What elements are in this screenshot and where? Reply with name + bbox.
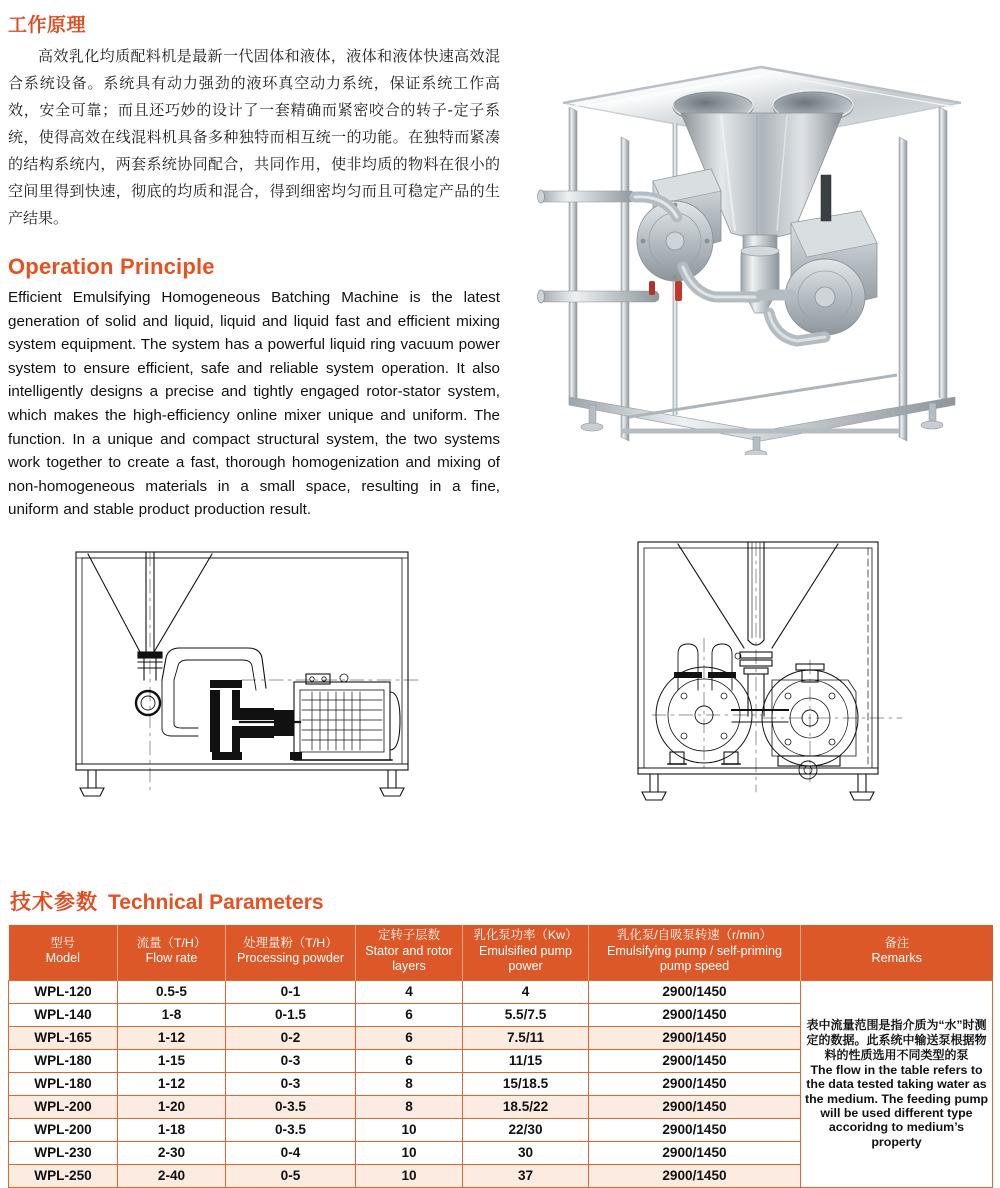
cell-speed: 2900/1450 bbox=[589, 1049, 801, 1072]
cell-model: WPL-180 bbox=[9, 1049, 118, 1072]
remarks-en: The flow in the table refers to the data tested taking water as the medium. The feeding pump will be used different type accoridng to medium’s property bbox=[804, 1062, 989, 1149]
front-elevation-drawing bbox=[612, 530, 907, 845]
cell-model: WPL-230 bbox=[9, 1141, 118, 1164]
cell-power: 7.5/11 bbox=[463, 1026, 589, 1049]
cell-power: 18.5/22 bbox=[463, 1095, 589, 1118]
cell-model: WPL-200 bbox=[9, 1095, 118, 1118]
cell-layers: 10 bbox=[356, 1164, 463, 1187]
cell-powder: 0-4 bbox=[226, 1141, 356, 1164]
cell-speed: 2900/1450 bbox=[589, 1118, 801, 1141]
cell-speed: 2900/1450 bbox=[589, 1095, 801, 1118]
cell-model: WPL-200 bbox=[9, 1118, 118, 1141]
col-header-remarks bbox=[801, 925, 993, 980]
col-header-remarks-en: Remarks bbox=[871, 951, 922, 966]
cell-layers: 8 bbox=[356, 1095, 463, 1118]
col-header-pump-speed-en: Emulsifying pump / self-priming pump speed bbox=[607, 943, 782, 973]
product-photo bbox=[525, 45, 995, 455]
cell-speed: 2900/1450 bbox=[589, 1026, 801, 1049]
tech-heading-cn: 技术参数 bbox=[10, 891, 98, 914]
cell-layers: 10 bbox=[356, 1118, 463, 1141]
cell-model: WPL-120 bbox=[9, 980, 118, 1003]
cell-power: 4 bbox=[463, 980, 589, 1003]
col-header-flow-rate-cn: 流量（T/H） bbox=[136, 935, 207, 950]
col-header-flow-rate bbox=[118, 925, 226, 980]
cell-powder: 0-2 bbox=[226, 1026, 356, 1049]
cell-flow: 1-15 bbox=[118, 1049, 226, 1072]
cell-power: 5.5/7.5 bbox=[463, 1003, 589, 1026]
principle-body-en: Efficient Emulsifying Homogeneous Batching Machine is the latest generation of solid and liquid, liquid and liquid fast and efficient mixing system equipment. The system has a powerful liquid ring vacuum power system to ensure efficient, safe and reliable system operation. It also intelligently designs a precise and tightly engaged rotor-stator system, which makes the high-efficiency online mixer unique and uniform. The function. In a unique and compact structural system, the two systems work together to create a fast, thorough homogenization and mixing of non-homogeneous materials in a small space, resulting in a fine, uniform and stable product production result. bbox=[8, 289, 500, 519]
cell-power: 15/18.5 bbox=[463, 1072, 589, 1095]
cell-power: 30 bbox=[463, 1141, 589, 1164]
operation-principle-block bbox=[8, 254, 500, 522]
cell-layers: 6 bbox=[356, 1026, 463, 1049]
cell-powder: 0-3 bbox=[226, 1072, 356, 1095]
cell-powder: 0-1 bbox=[226, 980, 356, 1003]
cell-layers: 10 bbox=[356, 1141, 463, 1164]
col-header-pump-power-cn: 乳化泵功率（Kw） bbox=[473, 928, 578, 942]
cell-flow: 2-40 bbox=[118, 1164, 226, 1187]
col-header-pump-speed-cn: 乳化泵/自吸泵转速（r/min） bbox=[617, 928, 772, 942]
table-row bbox=[9, 980, 993, 1003]
cell-power: 11/15 bbox=[463, 1049, 589, 1072]
table-header-row bbox=[9, 925, 993, 980]
col-header-stator-rotor-layers-cn: 定转子层数 bbox=[378, 928, 440, 942]
specifications-table bbox=[8, 925, 993, 1188]
cell-layers: 8 bbox=[356, 1072, 463, 1095]
cell-flow: 1-12 bbox=[118, 1072, 226, 1095]
cell-powder: 0-3 bbox=[226, 1049, 356, 1072]
col-header-remarks-cn: 备注 bbox=[884, 935, 910, 950]
cell-flow: 1-18 bbox=[118, 1118, 226, 1141]
cell-layers: 6 bbox=[356, 1049, 463, 1072]
col-header-flow-rate-en: Flow rate bbox=[145, 951, 198, 966]
col-header-processing-powder bbox=[226, 925, 356, 980]
col-header-pump-power-en: Emulsified pump power bbox=[478, 943, 573, 973]
text-column bbox=[8, 10, 500, 522]
cell-model: WPL-140 bbox=[9, 1003, 118, 1026]
col-header-stator-rotor-layers-en: Stator and rotor layers bbox=[365, 943, 453, 973]
remarks-cn: 表中流量范围是指介质为“水”时测定的数据。此系统中输送泵根据物料的性质选用不同类型的泵 bbox=[806, 1017, 987, 1062]
cell-powder: 0-1.5 bbox=[226, 1003, 356, 1026]
principle-body-cn: 高效乳化均质配料机是最新一代固体和液体，液体和液体快速高效混合系统设备。系统具有动力强劲的液环真空动力系统，保证系统工作高效，安全可靠；而且还巧妙的设计了一套精确而紧密咬合的转子-定子系统，使得高效在线混料机具备多种独特而相互统一的功能。在独特而紧凑的结构系统内，两套系统协同配合，共同作用，使非均质的物料在很小的空间里得到快速，彻底的均质和混合，得到细密均匀而且可稳定产品的生产结果。 bbox=[8, 47, 500, 227]
cell-flow: 1-20 bbox=[118, 1095, 226, 1118]
principle-heading-cn: 工作原理 bbox=[8, 15, 87, 36]
cell-flow: 1-8 bbox=[118, 1003, 226, 1026]
side-elevation-drawing bbox=[62, 540, 422, 845]
cell-layers: 4 bbox=[356, 980, 463, 1003]
cell-powder: 0-5 bbox=[226, 1164, 356, 1187]
table-body bbox=[9, 980, 993, 1187]
tech-parameters-heading bbox=[10, 886, 324, 916]
cell-speed: 2900/1450 bbox=[589, 1141, 801, 1164]
col-header-model-en: Model bbox=[45, 951, 80, 966]
col-header-processing-powder-en: Processing powder bbox=[236, 951, 345, 966]
col-header-processing-powder-cn: 处理量粉（T/H） bbox=[243, 935, 338, 950]
cell-powder: 0-3.5 bbox=[226, 1118, 356, 1141]
cell-flow: 1-12 bbox=[118, 1026, 226, 1049]
col-header-pump-speed bbox=[589, 925, 801, 980]
cell-remarks bbox=[801, 980, 993, 1187]
cell-model: WPL-250 bbox=[9, 1164, 118, 1187]
cell-speed: 2900/1450 bbox=[589, 1072, 801, 1095]
cell-powder: 0-3.5 bbox=[226, 1095, 356, 1118]
cell-model: WPL-180 bbox=[9, 1072, 118, 1095]
cell-power: 22/30 bbox=[463, 1118, 589, 1141]
cell-power: 37 bbox=[463, 1164, 589, 1187]
cell-model: WPL-165 bbox=[9, 1026, 118, 1049]
cell-flow: 2-30 bbox=[118, 1141, 226, 1164]
col-header-stator-rotor-layers bbox=[356, 925, 463, 980]
col-header-model bbox=[9, 925, 118, 980]
cell-speed: 2900/1450 bbox=[589, 1003, 801, 1026]
cell-speed: 2900/1450 bbox=[589, 1164, 801, 1187]
tech-heading-en: Technical Parameters bbox=[108, 891, 324, 914]
cell-layers: 6 bbox=[356, 1003, 463, 1026]
col-header-model-cn: 型号 bbox=[50, 935, 76, 950]
col-header-pump-power bbox=[463, 925, 589, 980]
cell-speed: 2900/1450 bbox=[589, 980, 801, 1003]
cell-flow: 0.5-5 bbox=[118, 980, 226, 1003]
principle-heading-en: Operation Principle bbox=[8, 254, 215, 279]
